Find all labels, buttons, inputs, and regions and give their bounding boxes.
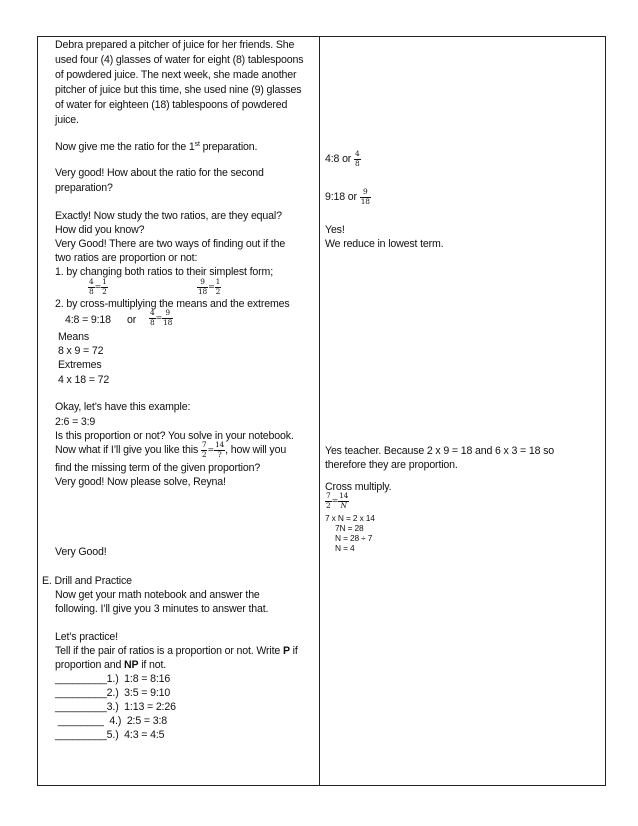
solve-step: N = 28 ÷ 7 — [335, 533, 373, 543]
exactly-line: Very Good! There are two ways of finding out if the — [55, 238, 286, 250]
practice-heading: Let’s practice! — [55, 631, 118, 643]
practice-item: _________1.) 1:8 = 8:16 — [55, 673, 171, 685]
extremes-calc: 4 x 18 = 72 — [58, 374, 110, 386]
method-two: 2. by cross-multiplying the means and the extremes — [55, 298, 290, 310]
exactly-line: How did you know? — [55, 224, 145, 236]
means-calc: 8 x 9 = 72 — [58, 345, 104, 357]
cross-fraction: $\frac{4}{8}$ = $\frac{9}{18}$ — [150, 308, 173, 327]
instruction-line: proportion and NP if not. — [55, 659, 167, 671]
solve-step: 7N = 28 — [335, 523, 364, 533]
drill-line: Now get your math notebook and answer the — [55, 589, 260, 601]
answer-second-ratio: 9:18 or $\frac{9}{18}$ — [325, 187, 370, 206]
answer-yes: Yes! — [325, 224, 345, 236]
second-ratio-prompt: Very good! How about the ratio for the second — [55, 167, 264, 179]
answer-yes-teacher: therefore they are proportion. — [325, 459, 458, 471]
practice-item: ________ 4.) 2:5 = 3:8 — [55, 715, 167, 727]
drill-heading: E. Drill and Practice — [42, 575, 132, 587]
answer-reduce: We reduce in lowest term. — [325, 238, 444, 250]
now-what-line: Now what if I’ll give you like this $\frac{7}{2}$ = $\frac{14}{?}$ , how will you — [55, 440, 287, 459]
find-term-line: Very good! Now please solve, Reyna! — [55, 476, 226, 488]
first-ratio-prompt: Now give me the ratio for the 1st preparation. — [55, 141, 258, 153]
second-ratio-prompt: preparation? — [55, 182, 113, 194]
find-term-line: find the missing term of the given proportion? — [55, 462, 261, 474]
solve-step: N = 4 — [335, 543, 355, 553]
practice-item: _________3.) 1:13 = 2:26 — [55, 701, 176, 713]
practice-item: _________2.) 3:5 = 9:10 — [55, 687, 171, 699]
solve-fraction: $\frac{7}{2}$ = $\frac{14}{N}$ — [326, 491, 349, 510]
intro-line: juice. — [55, 114, 79, 126]
example-line: Okay, let’s have this example: — [55, 401, 191, 413]
very-good: Very Good! — [55, 546, 107, 558]
lesson-plan-table — [37, 36, 606, 786]
answer-yes-teacher: Yes teacher. Because 2 x 9 = 18 and 6 x 3 = 18 so — [325, 445, 555, 457]
simplify-fraction-b: $\frac{9}{18}$ = $\frac{1}{2}$ — [198, 277, 221, 296]
cross-or: or — [127, 314, 137, 326]
cross-multiply-label: Cross multiply. — [325, 481, 392, 493]
extremes-label: Extremes — [58, 359, 102, 371]
intro-line: Debra prepared a pitcher of juice for her friends. She — [55, 39, 295, 51]
practice-item: _________5.) 4:3 = 4:5 — [55, 729, 165, 741]
example-line: Is this proportion or not? You solve in your notebook. — [55, 430, 294, 442]
instruction-line: Tell if the pair of ratios is a proportion or not. Write P if — [55, 645, 298, 657]
method-one: 1. by changing both ratios to their simplest form; — [55, 266, 274, 278]
solve-step: 7 x N = 2 x 14 — [325, 513, 375, 523]
example-line: 2:6 = 3:9 — [55, 416, 96, 428]
simplify-fraction-a: $\frac{4}{8}$ = $\frac{1}{2}$ — [89, 277, 107, 296]
cross-ratio: 4:8 = 9:18 — [65, 314, 111, 326]
student-activity-column — [320, 37, 605, 785]
intro-line: pitcher of juice but this time, she used nine (9) glasses — [55, 84, 302, 96]
intro-line: of water for eighteen (18) tablespoons of powdered — [55, 99, 288, 111]
teacher-activity-column — [38, 37, 319, 785]
means-label: Means — [58, 331, 90, 343]
drill-line: following. I’ll give you 3 minutes to answer that. — [55, 603, 269, 615]
exactly-line: Exactly! Now study the two ratios, are they equal? — [55, 210, 282, 222]
intro-line: used four (4) glasses of water for eight (8) tablespoons — [55, 54, 304, 66]
answer-first-ratio: 4:8 or $\frac{4}{8}$ — [325, 149, 360, 168]
intro-line: of powdered juice. The next week, she made another — [55, 69, 297, 81]
exactly-line: two ratios are proportion or not: — [55, 252, 198, 264]
